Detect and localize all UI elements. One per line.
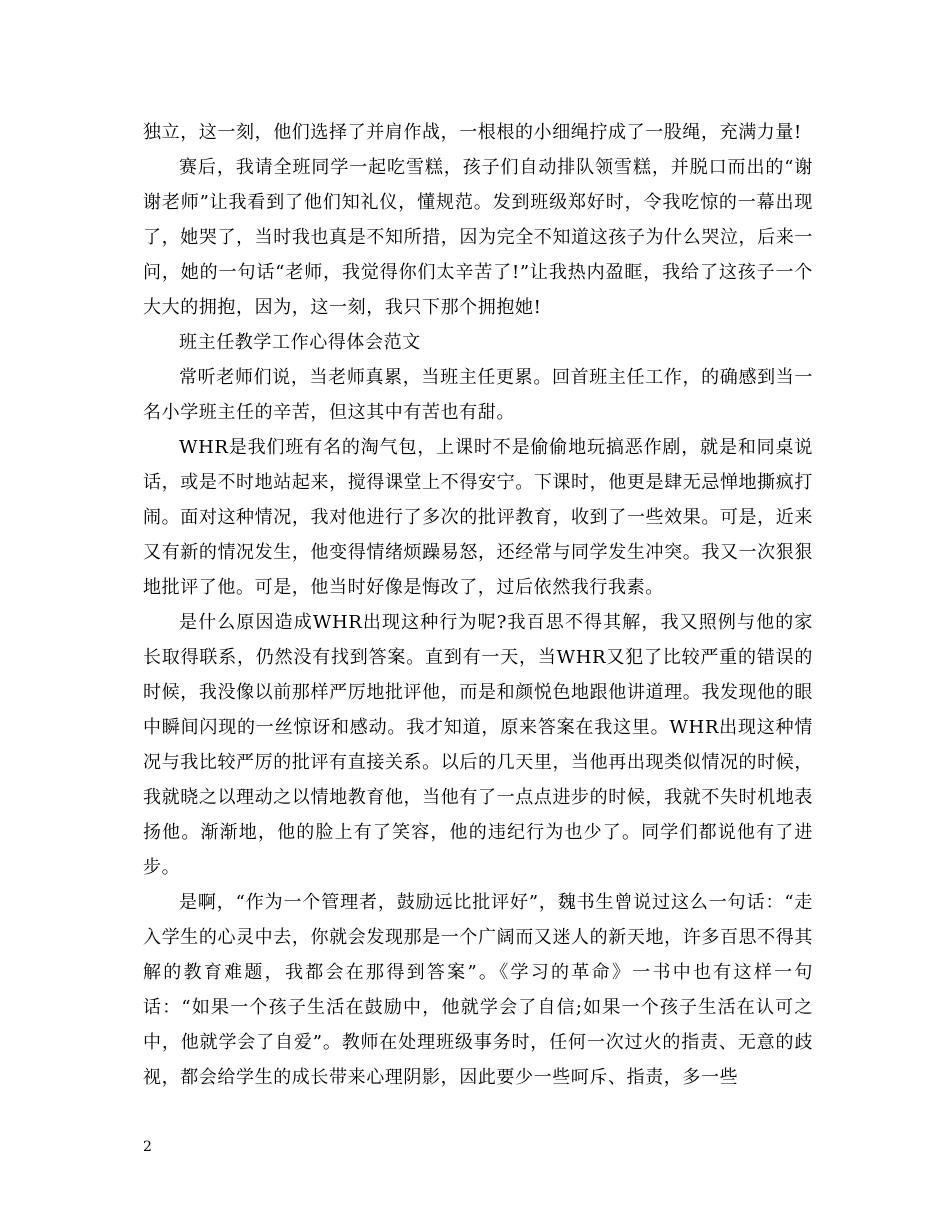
paragraph-whr-reason: 是什么原因造成WHR出现这种行为呢?我百思不得其解，我又照例与他的家长取得联系，仍然没有找到答案。直到有一天，当WHR又犯了比较严重的错误的时候，我没像以前那样严厉地批评他，而是和颜悦色地跟他讲道理。我发现他的眼中瞬间闪现的一丝惊讶和感动。我才知道，原来答案在我这里。WHR出现这种情况与我比较严厉的批评有直接关系。以后的几天里，当他再出现类似情况的时候，我就晓之以理动之以情地教育他，当他有了一点点进步的时候，我就不失时机地表扬他。渐渐地，他的脸上有了笑容，他的违纪行为也少了。同学们都说他有了进步。: [143, 612, 813, 878]
body-text: [143, 115, 813, 1095]
paragraph-after-game: 赛后，我请全班同学一起吃雪糕，孩子们自动排队领雪糕，并脱口而出的“谢谢老师”让我看到了他们知礼仪，懂规范。发到班级郑好时，令我吃惊的一幕出现了，她哭了，当时我也真是不知所措，因为完全不知道这孩子为什么哭泣，后来一问，她的一句话“老师，我觉得你们太辛苦了!”让我热内盈眶，我给了这孩子一个大大的拥抱，因为，这一刻，我只下那个拥抱她!: [143, 157, 813, 318]
paragraph-whr-behavior: WHR是我们班有名的淘气包，上课时不是偷偷地玩搞恶作剧，就是和同桌说话，或是不时地站起来，搅得课堂上不得安宁。下课时，他更是肆无忌惮地撕疯打闹。面对这种情况，我对他进行了多次的批评教育，收到了一些效果。可是，近来又有新的情况发生，他变得情绪烦躁易怒，还经常与同学发生冲突。我又一次狠狠地批评了他。可是，他当时好像是悔改了，过后依然我行我素。: [143, 437, 813, 598]
paragraph-opening: 常听老师们说，当老师真累，当班主任更累。回首班主任工作，的确感到当一名小学班主任的辛苦，但这其中有苦也有甜。: [143, 367, 813, 423]
page-number: 2: [143, 1139, 152, 1155]
section-heading: 班主任教学工作心得体会范文: [179, 332, 421, 353]
paragraph-encouragement: 是啊，“作为一个管理者，鼓励远比批评好”，魏书生曾说过这么一句话：“走入学生的心灵中去，你就会发现那是一个广阔而又迷人的新天地，许多百思不得其解的教育难题，我都会在那得到答案”。《学习的革命》一书中也有这样一句话：“如果一个孩子生活在鼓励中，他就学会了自信;如果一个孩子生活在认可之中，他就学会了自爱”。教师在处理班级事务时，任何一次过火的指责、无意的歧视，都会给学生的成长带来心理阴影，因此要少一些呵斥、指责，多一些: [143, 892, 813, 1088]
paragraph-intro: 独立，这一刻，他们选择了并肩作战，一根根的小细绳拧成了一股绳，充满力量!: [143, 122, 802, 143]
